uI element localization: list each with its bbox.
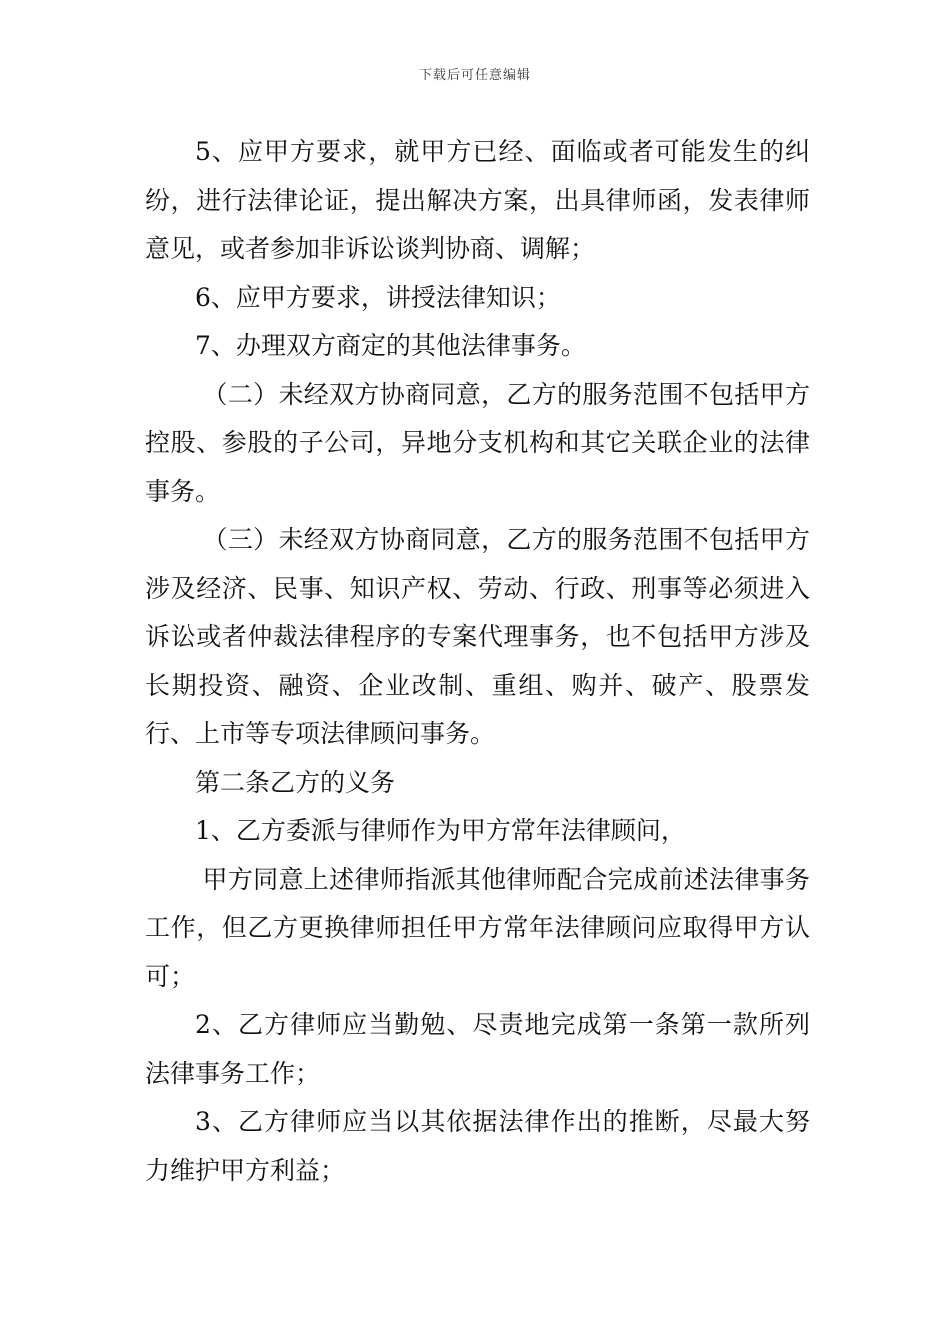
paragraph-item-7: 7、办理双方商定的其他法律事务。	[195, 331, 586, 360]
paragraph-item-5: 5、应甲方要求，就甲方已经、面临或者可能发生的纠纷，进行法律论证，提出解决方案，出具律师函，发表律师意见，或者参加非诉讼谈判协商、调解；	[145, 137, 810, 263]
document-body	[145, 128, 810, 1195]
article-heading: 第二条乙方的义务	[195, 767, 396, 797]
paragraph-duty-2: 2、乙方律师应当勤勉、尽责地完成第一条第一款所列法律事务工作；	[145, 1010, 810, 1088]
paragraph-duty-1-continued: 甲方同意上述律师指派其他律师配合完成前述法律事务工作，但乙方更换律师担任甲方常年法律顾问应取得甲方认可；	[145, 864, 810, 991]
page-header: 下载后可任意编辑	[418, 68, 531, 83]
paragraph-section-3: （三）未经双方协商同意，乙方的服务范围不包括甲方涉及经济、民事、知识产权、劳动、行政、刑事等必须进入诉讼或者仲裁法律程序的专案代理事务，也不包括甲方涉及长期投资、融资、企业改制、重组、购并、破产、股票发行、上市等专项法律顾问事务。	[145, 525, 810, 748]
paragraph-duty-3: 3、乙方律师应当以其依据法律作出的推断，尽最大努力维护甲方利益；	[145, 1107, 810, 1185]
paragraph-duty-1: 1、乙方委派与律师作为甲方常年法律顾问，	[195, 816, 686, 845]
paragraph-item-6: 6、应甲方要求，讲授法律知识；	[195, 282, 561, 312]
paragraph-section-2: （二）未经双方协商同意，乙方的服务范围不包括甲方控股、参股的子公司，异地分支机构和其它关联企业的法律事务。	[145, 379, 810, 506]
